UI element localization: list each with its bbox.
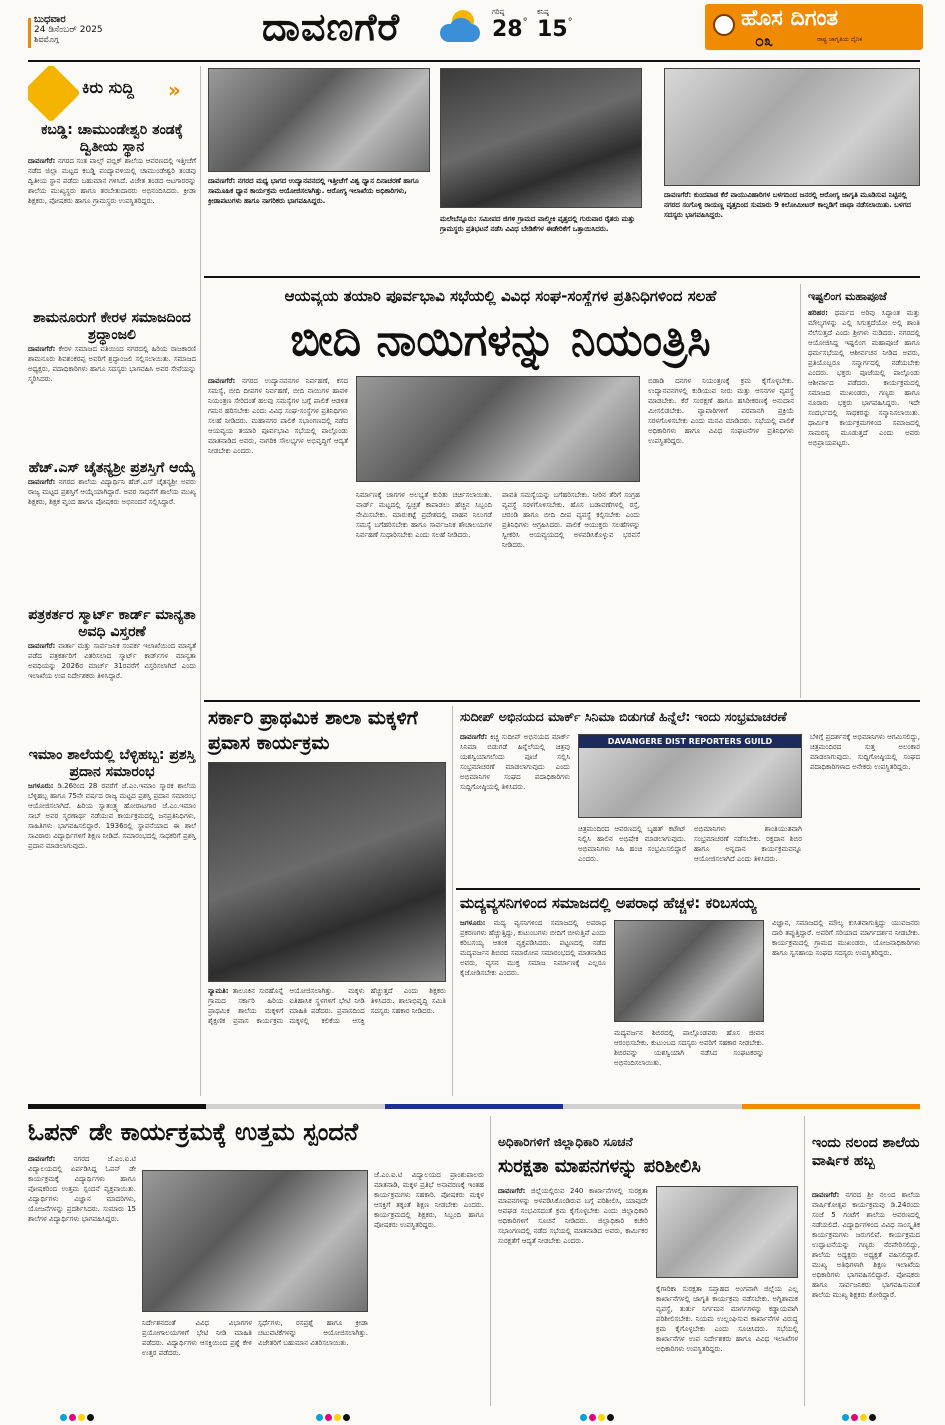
column-divider: [490, 1116, 491, 1406]
lead-kicker: ಆಯವ್ಯಯ ತಯಾರಿ ಪೂರ್ವಭಾವಿ ಸಭೆಯಲ್ಲಿ ವಿವಿಧ ಸಂಘ-ಸಂಸ್ಥೆಗಳ ಪ್ರತಿನಿಧಿಗಳಿಂದ ಸಲಹೆ: [284, 287, 717, 305]
open-day-col-4: ಜೆ.ಎಂ.ಐ.ಟಿ ವಿದ್ಯಾಲಯದ ಪ್ರಾಂಶುಪಾಲರು ಮಾತನಾಡಿ, ಮಕ್ಕಳ ಪ್ರತಿಭೆ ಅನಾವರಣಕ್ಕೆ ಇಂತಹ ಕಾರ್ಯಕ್ರಮಗಳು ಸಹಕಾರಿ. ಪೋಷಕರು ಮಕ್ಕಳ ಆಸಕ್ತಿಗೆ ತಕ್ಕಂತೆ ಶಿಕ್ಷಣ ನೀಡಬೇಕು ಎಂದರು. ಕಾರ್ಯಕ್ರಮದಲ್ಲಿ ಶಿಕ್ಷಕರು, ಸಿಬ್ಬಂದಿ ಹಾಗೂ ಪೋಷಕರು ಉಪಸ್ಥಿತರಿದ್ದರು.: [374, 1171, 484, 1229]
news-body: ವಾರ್ತಾ ಮತ್ತು ಸಾರ್ವಜನಿಕ ಸಂಪರ್ಕ ಇಲಾಖೆಯಿಂದ ಮಾನ್ಯತೆ ಪಡೆದ ಪತ್ರಕರ್ತರಿಗೆ ವಿತರಿಸಲಾದ ಸ್ಮಾರ್ಟ್ ಕಾರ್ಡ್‌ಗಳ ಮಾನ್ಯತಾ ಅವಧಿಯನ್ನು 2026ರ ಮಾರ್ಚ್ 31ರವರೆಗೆ ವಿಸ್ತರಿಸಲಾಗಿದೆ ಎಂದು ಇಲಾಖೆಯ ಉಪ ನಿರ್ದೇಶಕರು ತಿಳಿಸಿದ್ದಾರೆ.: [28, 642, 196, 680]
sudeep-col-3: ಅಭಿಮಾನಿಗಳು ಶಾಂತಿಯುತವಾಗಿ ಸಂಭ್ರಮಾಚರಣೆ ನಡೆಸಬೇಕು. ರಕ್ತದಾನ ಶಿಬಿರ ಹಾಗೂ ಅನ್ನದಾನ ಕಾರ್ಯಕ್ರಮವನ್ನೂ ಆಯೋಜಿಸಲಾಗಿದೆ ಎಂದು ತಿಳಿಸಿದರು.: [694, 825, 802, 863]
dateline: ದಾವಣಗೆರೆ:: [208, 177, 236, 185]
dot-cyan: [842, 1414, 849, 1421]
deg-symbol: °: [522, 17, 528, 28]
max-temp-value: 28: [492, 17, 523, 42]
crime-col-3: ವಿಜ್ಞಾನ, ಸಮಾಜದಲ್ಲಿ ಮೌಲ್ಯ ಕುಸಿತವಾಗುತ್ತಿದ್ದು ಯುವಜನರು ದಾರಿ ತಪ್ಪುತ್ತಿದ್ದಾರೆ. ಅವರಿಗೆ ಸರಿಯಾದ ಮಾರ್ಗದರ್ಶನ ನೀಡಬೇಕು. ಕಾರ್ಯಕ್ರಮದಲ್ಲಿ ಗ್ರಾಮದ ಮುಖಂಡರು, ಯೋಜನಾಧಿಕಾರಿಗಳು ಹಾಗೂ ಸ್ವಸಹಾಯ ಸಂಘದ ಸದಸ್ಯರು ಉಪಸ್ಥಿತರಿದ್ದರು.: [772, 919, 920, 957]
annual-body: ದಾವಣಗೆರೆ: ನಗರದ ಶ್ರೀ ನಲಂದ ಶಾಲೆಯ ವಾರ್ಷಿಕೋತ್ಸವ ಕಾರ್ಯಕ್ರಮವು ಡಿ.24ರಂದು ಸಂಜೆ 5 ಗಂಟೆಗೆ ಶಾಲೆಯ ಆವರಣದಲ್ಲಿ ನಡೆಯಲಿದೆ. ವಿದ್ಯಾರ್ಥಿಗಳಿಂದ ವಿವಿಧ ಸಾಂಸ್ಕೃತಿಕ ಕಾರ್ಯಕ್ರಮಗಳು ಜರುಗಲಿವೆ. ಕಾರ್ಯಕ್ರಮದ ಉದ್ಘಾಟನೆಯನ್ನು ಗಣ್ಯರು ನೆರವೇರಿಸಲಿದ್ದು, ಶಾಲೆಯ ಅಧ್ಯಕ್ಷರು ಅಧ್ಯಕ್ಷತೆ ವಹಿಸಲಿದ್ದಾರೆ. ಮುಖ್ಯ ಅತಿಥಿಗಳಾಗಿ ಶಿಕ್ಷಣ ಇಲಾಖೆಯ ಅಧಿಕಾರಿಗಳು ಭಾಗವಹಿಸಲಿದ್ದಾರೆ. ಪೋಷಕರು ಹಾಗೂ ಸಾರ್ವಜನಿಕರು ಭಾಗವಹಿಸುವಂತೆ ಶಾಲೆಯ ಮುಖ್ಯ ಶಿಕ್ಷಕರು ಕೋರಿದ್ದಾರೆ.: [812, 1191, 920, 1299]
dateline: ದಾವಣಗೆರೆ:: [664, 191, 692, 199]
registration-marks: [316, 1406, 376, 1414]
dot-black: [87, 1414, 94, 1421]
temp-min: [537, 8, 577, 42]
registration-marks: [60, 1406, 120, 1414]
dot-yellow: [860, 1414, 867, 1421]
school-trip-body: ನ್ಯಾಮತಿ: ತಾಲೂಕಿನ ಸುರಹೊನ್ನೆ ಗ್ರಾಮದ ಸರ್ಕಾರಿ ಹಿರಿಯ ಪ್ರಾಥಮಿಕ ಶಾಲೆಯ ಮಕ್ಕಳಿಗೆ ಶೈಕ್ಷಣಿಕ ಪ್ರವಾಸ ಕಾರ್ಯಕ್ರಮ ಆಯೋಜಿಸಲಾಗಿತ್ತು. ಮಕ್ಕಳು ಐತಿಹಾಸಿಕ ಸ್ಥಳಗಳಿಗೆ ಭೇಟಿ ನೀಡಿ ಮಾಹಿತಿ ಪಡೆದರು. ಪ್ರವಾಸದಿಂದ ಮಕ್ಕಳಲ್ಲಿ ಕಲಿಕೆಯ ಆಸಕ್ತಿ ಹೆಚ್ಚುತ್ತದೆ ಎಂದು ಶಿಕ್ಷಕರು ತಿಳಿಸಿದರು. ಶಾಲಾಭಿವೃದ್ಧಿ ಸಮಿತಿ ಸದಸ್ಯರು ಸಹಕಾರ ನೀಡಿದರು.: [208, 987, 446, 1025]
photo-protest: [440, 68, 642, 208]
dateline: ದಾವಣಗೆರೆ:: [28, 642, 56, 650]
weather-icon: [438, 8, 488, 48]
dateline: ಹರಿಹರ:: [808, 309, 828, 317]
press-banner: DAVANGERE DIST REPORTERS GUILD: [579, 735, 801, 748]
sudeep-col-1: ದಾವಣಗೆರೆ: ಕಿಚ್ಚ ಸುದೀಪ್ ಅಭಿನಯದ ಮಾರ್ಕ್ ಸಿನಿಮಾ ಬಿಡುಗಡೆ ಹಿನ್ನೆಲೆಯಲ್ಲಿ ಚಿತ್ರವು ಯಶಸ್ವಿಯಾಗಲೆಂದು ಪೂಜೆ ಸಲ್ಲಿಸಿ ಸಂಭ್ರಮಾಚರಣೆ ಮಾಡಲಾಗುವುದು ಎಂದು ಅಭಿಮಾನಿಗಳ ಸಂಘದ ಪದಾಧಿಕಾರಿಗಳು ಸುದ್ದಿಗೋಷ್ಠಿಯಲ್ಲಿ ತಿಳಿಸಿದರು.: [460, 733, 570, 791]
ishtalinga-body: ಹರಿಹರ: ಧರ್ಮದ ಅರಿವು ಸಿದ್ಧಾಂತ ಮತ್ತು ಮೌಲ್ಯಗಳನ್ನು ಎಲ್ಲಿ ಸಿಗುತ್ತದೆಯೋ ಅಲ್ಲಿ ಶಾಂತಿ ನೆಲೆಸುತ್ತದೆ ಎಂದು ಶ್ರೀಗಳು ನುಡಿದರು. ನಗರದಲ್ಲಿ ಆಯೋಜಿಸಿದ್ದ ಇಷ್ಟಲಿಂಗ ಮಹಾಪೂಜೆ ಹಾಗೂ ಧರ್ಮಸಭೆಯಲ್ಲಿ ಆಶೀರ್ವಚನ ನೀಡಿದ ಅವರು, ಪ್ರತಿಯೊಬ್ಬರೂ ಸನ್ಮಾರ್ಗದಲ್ಲಿ ನಡೆಯಬೇಕು ಎಂದರು. ಭಕ್ತರು ಪೂಜೆಯಲ್ಲಿ ಪಾಲ್ಗೊಂಡು ಆಶೀರ್ವಾದ ಪಡೆದರು. ಕಾರ್ಯಕ್ರಮದಲ್ಲಿ ಸಮಾಜದ ಮುಖಂಡರು, ಗಣ್ಯರು ಹಾಗೂ ನೂರಾರು ಭಕ್ತರು ಭಾಗವಹಿಸಿದ್ದರು. ಇದೇ ಸಂದರ್ಭದಲ್ಲಿ ಸಾಧಕರನ್ನು ಸನ್ಮಾನಿಸಲಾಯಿತು. ಧಾರ್ಮಿಕ ಕಾರ್ಯಕ್ರಮಗಳಿಂದ ಸಮಾಜದಲ್ಲಿ ಸಾಮರಸ್ಯ ಮೂಡುತ್ತದೆ ಎಂದು ಅವರು ಅಭಿಪ್ರಾಯಪಟ್ಟರು.: [808, 309, 920, 447]
photo-meditation: [208, 68, 430, 172]
news-title: ಪತ್ರಕರ್ತರ ಸ್ಮಾರ್ಟ್ ಕಾರ್ಡ್ ಮಾನ್ಯತಾ ಅವಧಿ ವಿಸ್ತರಣೆ: [28, 607, 196, 640]
dateline: ದಾವಣಗೆರೆ:: [498, 1187, 526, 1195]
temp-max: [492, 8, 532, 42]
safety-col-2: ಕೈಗಾರಿಕಾ ಸುರಕ್ಷತಾ ಸಪ್ತಾಹದ ಅಂಗವಾಗಿ ಜಿಲ್ಲೆಯ ಎಲ್ಲ ಕಾರ್ಖಾನೆಗಳಲ್ಲಿ ಜಾಗೃತಿ ಕಾರ್ಯಕ್ರಮ ನಡೆಸಬೇಕು. ಅಗ್ನಿಶಾಮಕ ವ್ಯವಸ್ಥೆ, ತುರ್ತು ನಿರ್ಗಮನ ಮಾರ್ಗಗಳನ್ನು ಕಡ್ಡಾಯವಾಗಿ ಪರಿಶೀಲಿಸಬೇಕು. ನಿಯಮ ಉಲ್ಲಂಘಿಸುವ ಕಾರ್ಖಾನೆಗಳ ವಿರುದ್ಧ ಕ್ರಮ ಕೈಗೊಳ್ಳಬೇಕು ಎಂದು ಸೂಚಿಸಿದರು. ಸಭೆಯಲ್ಲಿ ಕಾರ್ಖಾನೆಗಳ ಉಪ ನಿರ್ದೇಶಕರು ಹಾಗೂ ವಿವಿಧ ಇಲಾಖೆಗಳ ಅಧಿಕಾರಿಗಳು ಉಪಸ್ಥಿತರಿದ್ದರು.: [656, 1285, 798, 1353]
lead-col-4: ಬಿಡಾಡಿ ದನಗಳ ನಿಯಂತ್ರಣಕ್ಕೆ ಕ್ರಮ ಕೈಗೊಳ್ಳಬೇಕು. ಉದ್ಯಾನವನಗಳಲ್ಲಿ ಕುಡಿಯುವ ನೀರು ಮತ್ತು ಆಸನಗಳ ವ್ಯವಸ್ಥೆ ಮಾಡಬೇಕು. ಕೆರೆ ಸಂರಕ್ಷಣೆ ಹಾಗೂ ಹಸಿರೀಕರಣಕ್ಕೆ ಅನುದಾನ ಮೀಸಲಿಡಬೇಕು. ವ್ಯಾಪಾರಿಗಳಿಗೆ ಪರವಾನಗಿ ಪ್ರಕ್ರಿಯೆ ಸರಳಗೊಳಿಸಬೇಕು ಎಂದು ಮನವಿ ಮಾಡಿದರು. ಸಭೆಯಲ್ಲಿ ಪಾಲಿಕೆ ಅಧಿಕಾರಿಗಳು ಹಾಗೂ ವಿವಿಧ ಸಂಘಟನೆಗಳ ಪ್ರತಿನಿಧಿಗಳು ಉಪಸ್ಥಿತರಿದ್ದರು.: [648, 377, 794, 445]
kirusuddi-column: [28, 66, 196, 1096]
deg-symbol: °: [567, 17, 573, 28]
news-title: ಶಾಮನೂರುಗೆ ಕೇರಳ ಸಮಾಜದಿಂದ ಶ್ರದ್ಧಾಂಜಲಿ: [33, 310, 191, 343]
dot-magenta: [589, 1414, 596, 1421]
brand-emblem-icon: [713, 14, 735, 36]
kirusuddi-item: [28, 310, 196, 454]
masthead: [0, 0, 945, 58]
section-rule: [204, 276, 920, 278]
dot-yellow: [334, 1414, 341, 1421]
crime-col-1: ಜಗಳೂರು: ಮದ್ಯ ವ್ಯಸನಿಗಳಿಂದ ಸಮಾಜದಲ್ಲಿ ಅಪರಾಧ ಪ್ರಕರಣಗಳು ಹೆಚ್ಚುತ್ತಿದ್ದು, ಕುಟುಂಬಗಳು ಬೀದಿಗೆ ಬೀಳುತ್ತಿವೆ ಎಂದು ಕರಿಬಸಯ್ಯ ಆತಂಕ ವ್ಯಕ್ತಪಡಿಸಿದರು. ಪಟ್ಟಣದಲ್ಲಿ ನಡೆದ ಮದ್ಯವರ್ಜನ ಶಿಬಿರದ ಸಮಾರೋಪ ಸಮಾರಂಭದಲ್ಲಿ ಮಾತನಾಡಿದ ಅವರು, ವ್ಯಸನ ಮುಕ್ತ ಸಮಾಜ ನಿರ್ಮಾಣಕ್ಕೆ ಎಲ್ಲರೂ ಕೈಜೋಡಿಸಬೇಕು ಎಂದರು.: [460, 919, 606, 977]
dateline: ಜಗಳೂರು:: [460, 919, 486, 927]
lead-col-2: ನಿರ್ಮಾಣಕ್ಕೆ ಜಾಗಗಳ ಅಲಭ್ಯತೆ ಕುರಿತು ಚರ್ಚಿಸಲಾಯಿತು. ವಾರ್ಡ್ ಮಟ್ಟದಲ್ಲಿ ಸ್ವಚ್ಛತೆ ಕಾಪಾಡಲು ಹೆಚ್ಚಿನ ಸಿಬ್ಬಂದಿ ನೇಮಿಸಬೇಕು. ಮಾರುಕಟ್ಟೆ ಪ್ರದೇಶದಲ್ಲಿ ವಾಹನ ನಿಲುಗಡೆ ಸಮಸ್ಯೆ ಬಗೆಹರಿಸಬೇಕು ಹಾಗೂ ಸಾರ್ವಜನಿಕ ಶೌಚಾಲಯಗಳ ನಿರ್ವಹಣೆ ಸುಧಾರಿಸಬೇಕು ಎಂದು ಸಲಹೆ ನೀಡಿದರು.: [356, 491, 492, 539]
kirusuddi-item: [28, 607, 196, 741]
photo-press-meet: [578, 734, 802, 818]
section-rule: [456, 888, 920, 890]
page-number: ೦೩: [755, 31, 773, 50]
news-title: ಕಬಡ್ಡಿ: ಚಾಮುಂಡೇಶ್ವರಿ ತಂಡಕ್ಕೆ ದ್ವಿತೀಯ ಸ್ಥಾನ: [41, 122, 183, 155]
date-label: 24 ಡಿಸೆಂಬರ್ 2025: [34, 25, 103, 35]
lead-col-1: ದಾವಣಗೆರೆ: ನಗರದ ಉದ್ಯಾನವನಗಳ ನಿರ್ವಹಣೆ, ಕಸದ ಸಮಸ್ಯೆ, ಬೀದಿ ದೀಪಗಳ ನಿರ್ವಹಣೆ, ಬೀದಿ ನಾಯಿಗಳ ಹಾವಳಿ ನಿಯಂತ್ರಣ ಸೇರಿದಂತೆ ಹಲವು ಸಮಸ್ಯೆಗಳ ಬಗ್ಗೆ ಪಾಲಿಕೆ ಆಡಳಿತ ಗಮನ ಹರಿಸಬೇಕು ಎಂದು ವಿವಿಧ ಸಂಘ-ಸಂಸ್ಥೆಗಳ ಪ್ರತಿನಿಧಿಗಳು ಸಲಹೆ ನೀಡಿದರು. ಮಹಾನಗರ ಪಾಲಿಕೆ ಸಭಾಂಗಣದಲ್ಲಿ ನಡೆದ ಆಯವ್ಯಯ ತಯಾರಿ ಪೂರ್ವಭಾವಿ ಸಭೆಯಲ್ಲಿ ಪಾಲ್ಗೊಂಡು ಮಾತನಾಡಿದ ಅವರು, ನಾಗರಿಕ ಸೌಲಭ್ಯಗಳ ಅಭಿವೃದ್ಧಿಗೆ ಆದ್ಯತೆ ನೀಡಬೇಕು ಎಂದರು.: [208, 377, 348, 455]
kirusuddi-item: [28, 460, 196, 601]
dateline: ದಾವಣಗೆರೆ:: [460, 733, 488, 741]
dot-black: [343, 1414, 350, 1421]
kirusuddi-label: ಕಿರು ಸುದ್ದಿ: [82, 78, 134, 97]
safety-headline: ಸುರಕ್ಷತಾ ಮಾಪನಗಳನ್ನು ಪರಿಶೀಲಿಸಿ: [498, 1156, 701, 1177]
dateline: ಮಲೇಬೆನ್ನೂರು:: [440, 215, 477, 223]
safety-col-1: ದಾವಣಗೆರೆ: ಜಿಲ್ಲೆಯಲ್ಲಿರುವ 240 ಕಾರ್ಖಾನೆಗಳಲ್ಲಿ ಸುರಕ್ಷತಾ ಮಾಪನಗಳನ್ನು ಅಳವಡಿಸಿಕೊಂಡಿರುವ ಬಗ್ಗೆ ಪರಿಶೀಲಿಸಿ, ಯಾವುದೇ ಅವಘಡ ಸಂಭವಿಸದಂತೆ ಕ್ರಮ ಕೈಗೊಳ್ಳಬೇಕು ಎಂದು ಜಿಲ್ಲಾಧಿಕಾರಿ ಅಧಿಕಾರಿಗಳಿಗೆ ಸೂಚನೆ ನೀಡಿದರು. ಜಿಲ್ಲಾಧಿಕಾರಿ ಕಚೇರಿ ಸಭಾಂಗಣದಲ್ಲಿ ನಡೆದ ಸಭೆಯಲ್ಲಿ ಮಾತನಾಡಿದ ಅವರು, ಕಾರ್ಮಿಕರ ಸುರಕ್ಷತೆಗೆ ಆದ್ಯತೆ ನೀಡಬೇಕು ಎಂದರು.: [498, 1187, 648, 1245]
column-divider: [804, 1116, 805, 1406]
lead-photo-meeting: [356, 376, 640, 482]
sudeep-col-4: ಬೆಳಿಗ್ಗೆ ಪ್ರದರ್ಶನಕ್ಕೆ ಅಭಿಮಾನಿಗಳು ಆಗಮಿಸಲಿದ್ದು, ಚಿತ್ರಮಂದಿರದ ಸುತ್ತ ಅಲಂಕಾರ ಮಾಡಲಾಗುವುದು. ಸುದ್ದಿಗೋಷ್ಠಿಯಲ್ಲಿ ಸಂಘದ ಪದಾಧಿಕಾರಿಗಳಾದ ಅನೇಕರು ಉಪಸ್ಥಿತರಿದ್ದರು.: [810, 733, 920, 771]
dateline: ದಾವಣಗೆರೆ:: [812, 1191, 840, 1199]
news-body: ಕೇರಳ ಸಮಾಜದ ವತಿಯಿಂದ ನಗರದಲ್ಲಿ ಹಿರಿಯ ರಾಜಕಾರಣಿ ಶಾಮನೂರು ಶಿವಶಂಕರಪ್ಪ ಅವರಿಗೆ ಶ್ರದ್ಧಾಂಜಲಿ ಸಲ್ಲಿಸಲಾಯಿತು. ಸಮಾಜದ ಅಧ್ಯಕ್ಷರು, ಪದಾಧಿಕಾರಿಗಳು ಹಾಗೂ ಸದಸ್ಯರು ಭಾಗವಹಿಸಿ ಅವರ ಸೇವೆಯನ್ನು ಸ್ಮರಿಸಿದರು.: [28, 345, 196, 383]
annual-headline: ಇಂದು ನಲಂದ ಶಾಲೆಯ ವಾರ್ಷಿಕ ಹಬ್ಬ: [812, 1135, 920, 1169]
photo-caption: ದಾವಣಗೆರೆ: ಕುಂದವಾಡ ಕೆರೆ ವಾಯುವಿಹಾರಿಗಳ ಬಳಗದಿಂದ ಜನರಲ್ಲಿ ಆರೋಗ್ಯ ಜಾಗೃತಿ ಮೂಡಿಸುವ ನಿಟ್ಟಿನಲ್ಲಿ ನಗರದ ಸಂಗೊಳ್ಳಿ ರಾಯಣ್ಣ ವೃತ್ತದಿಂದ ಸುಮಾರು 9 ಕಿಲೋಮೀಟರ್ ಕಾಲ್ನಡಿಗೆ ಜಾಥಾ ನಡೆಸಲಾಯಿತು. ಬಳಗದ ಸದಸ್ಯರು ಭಾಗವಹಿಸಿದ್ದರು.: [664, 191, 912, 219]
column-divider: [200, 66, 201, 1096]
dateline: ದಾವಣಗೆರೆ:: [28, 345, 56, 353]
kirusuddi-item: [28, 122, 196, 304]
hand-icon: [28, 66, 81, 123]
ishtalinga-title: ಇಷ್ಟಲಿಂಗ ಮಹಾಪೂಜೆ: [808, 290, 887, 303]
kirusuddi-item: [28, 747, 196, 1051]
crime-col-2: ಮದ್ಯವರ್ಜನ ಶಿಬಿರದಲ್ಲಿ ಪಾಲ್ಗೊಂಡವರು ಹೊಸ ಜೀವನ ಆರಂಭಿಸಬೇಕು. ಕುಟುಂಬದ ಸದಸ್ಯರು ಅವರಿಗೆ ಸಹಕಾರ ನೀಡಬೇಕು. ಶಿಬಿರವನ್ನು ಯಶಸ್ವಿಯಾಗಿ ನಡೆಸಿದ ಸಂಘಟಕರನ್ನು ಅಭಿನಂದಿಸಲಾಯಿತು.: [614, 1029, 764, 1067]
safety-kicker: ಅಧಿಕಾರಿಗಳಿಗೆ ಜಿಲ್ಲಾಧಿಕಾರಿ ಸೂಚನೆ: [498, 1135, 633, 1149]
sudeep-col-2: ಚಿತ್ರಮಂದಿರದ ಆವರಣದಲ್ಲಿ ಬೃಹತ್ ಕಟೌಟ್ ನಿಲ್ಲಿಸಿ ಹಾಲಿನ ಅಭಿಷೇಕ ಮಾಡಲಾಗುವುದು. ಅಭಿಮಾನಿಗಳು ಸಿಹಿ ಹಂಚಿ ಸಂಭ್ರಮಿಸಲಿದ್ದಾರೆ ಎಂದರು.: [578, 825, 686, 863]
chevron-right-icon: »: [168, 78, 181, 102]
kirusuddi-header: [28, 66, 196, 118]
dateline: ದಾವಣಗೆರೆ:: [28, 157, 56, 165]
section-rule: [204, 700, 920, 702]
crime-headline: ಮದ್ಯವ್ಯಸನಿಗಳಿಂದ ಸಮಾಜದಲ್ಲಿ ಅಪರಾಧ ಹೆಚ್ಚಳ: ಕರಿಬಸಯ್ಯ: [460, 894, 757, 912]
dot-cyan: [60, 1414, 67, 1421]
min-temp-label: ಕನಿಷ್ಠ: [537, 8, 549, 16]
dateline: ದಾವಣಗೆರೆ:: [28, 1155, 56, 1163]
dateline: ಜಗಳೂರು:: [28, 782, 54, 790]
min-temp-value: 15: [537, 17, 568, 42]
day-label: ಬುಧವಾರ: [34, 14, 66, 25]
news-title: ಹೆಚ್.ಎಸ್ ಚೈತನ್ಯಶ್ರೀ ಪ್ರಶಸ್ತಿಗೆ ಆಯ್ಕೆ: [28, 460, 196, 476]
photo-school-trip: [208, 762, 446, 982]
dot-magenta: [851, 1414, 858, 1421]
lead-col-3: ಪಾವತಿ ಸಮಸ್ಯೆಯನ್ನು ಬಗೆಹರಿಸಬೇಕು. ನೀರಿನ ತೆರಿಗೆ ಸಂಗ್ರಹ ವ್ಯವಸ್ಥೆ ಸರಳಗೊಳಿಸಬೇಕು. ಹೊಸ ಬಡಾವಣೆಗಳಲ್ಲಿ ರಸ್ತೆ, ಚರಂಡಿ ಹಾಗೂ ಬೀದಿ ದೀಪ ವ್ಯವಸ್ಥೆ ಕಲ್ಪಿಸಬೇಕು ಎಂದು ಪ್ರತಿನಿಧಿಗಳು ಆಗ್ರಹಿಸಿದರು. ಪಾಲಿಕೆ ಆಯುಕ್ತರು ಸಲಹೆಗಳನ್ನು ಸ್ವೀಕರಿಸಿ ಆಯವ್ಯಯದಲ್ಲಿ ಅಳವಡಿಸಿಕೊಳ್ಳುವ ಭರವಸೆ ನೀಡಿದರು.: [502, 491, 640, 549]
column-divider: [800, 284, 801, 698]
brand-tagline: ರಾಷ್ಟ್ರ ಜಾಗೃತಿಯ ದೈನಿಕ: [817, 36, 863, 43]
dateline: ನ್ಯಾಮತಿ:: [208, 987, 229, 995]
news-body: ನಗರದ ಸಂತ ಪಾಲ್ಸ್ ಪಬ್ಲಿಕ್ ಶಾಲೆಯ ಆವರಣದಲ್ಲಿ ಇತ್ತೀಚೆಗೆ ನಡೆದ ಜಿಲ್ಲಾ ಮಟ್ಟದ ಕಬಡ್ಡಿ ಪಂದ್ಯಾವಳಿಯಲ್ಲಿ ಚಾಮುಂಡೇಶ್ವರಿ ತಂಡವು ದ್ವಿತೀಯ ಸ್ಥಾನ ಪಡೆದು ಬಹುಮಾನ ಗಳಿಸಿದೆ. ವಿಜೇತ ತಂಡದ ಆಟಗಾರರನ್ನು ಶಾಲೆಯ ಮುಖ್ಯಸ್ಥರು ಹಾಗೂ ತರಬೇತುದಾರರು ಅಭಿನಂದಿಸಿದರು. ಕ್ರೀಡಾ ಶಿಕ್ಷಕರು, ಪೋಷಕರು ಹಾಗೂ ಗ್ರಾಮಸ್ಥರು ಉಪಸ್ಥಿತರಿದ್ದರು.: [28, 157, 196, 205]
brand-name: ಹೊಸ ದಿಗಂತ: [741, 6, 839, 31]
open-day-col-2: ನಿರ್ದೇಶನದಂತೆ ವಿವಿಧ ವಿಭಾಗಗಳ ಪ್ರಯೋಗಾಲಯಗಳಿಗೆ ಭೇಟಿ ನೀಡಿ ಮಾಹಿತಿ ಪಡೆದರು. ವಿದ್ಯಾರ್ಥಿಗಳು ಆಸಕ್ತಿಯಿಂದ ಪ್ರಶ್ನೆ ಕೇಳಿ ಉತ್ತರ ಪಡೆದರು.: [142, 1319, 252, 1357]
photo-safety-meeting: [656, 1186, 798, 1278]
lead-headline: ಬೀದಿ ನಾಯಿಗಳನ್ನು ನಿಯಂತ್ರಿಸಿ: [290, 315, 711, 366]
photo-caption: ದಾವಣಗೆರೆ: ನಗರದ ಮಧ್ಯ ಭಾಗದ ಉದ್ಯಾನವನದಲ್ಲಿ ಇತ್ತೀಚೆಗೆ ವಿಶ್ವ ಧ್ಯಾನ ದಿನಾಚರಣೆ ಹಾಗೂ ಸಾಮೂಹಿಕ ಧ್ಯಾನ ಕಾರ್ಯಕ್ರಮ ಆಯೋಜಿಸಲಾಗಿತ್ತು. ಆರೋಗ್ಯ ಇಲಾಖೆಯ ಅಧಿಕಾರಿಗಳು, ಕ್ರೀಡಾಪಟುಗಳು ಹಾಗೂ ನಾಗರಿಕರು ಭಾಗವಹಿಸಿದ್ದರು.: [208, 177, 419, 205]
registration-marks: [580, 1406, 640, 1414]
brand-logo: [705, 4, 923, 50]
school-trip-headline: ಸರ್ಕಾರಿ ಪ್ರಾಥಮಿಕ ಶಾಲಾ ಮಕ್ಕಳಿಗೆ ಪ್ರವಾಸ ಕಾರ್ಯಕ್ರಮ: [208, 707, 418, 754]
open-day-headline: ಓಪನ್ ಡೇ ಕಾರ್ಯಕ್ರಮಕ್ಕೆ ಉತ್ತಮ ಸ್ಪಂದನೆ: [28, 1118, 359, 1146]
news-title: ಇಮಾಂ ಶಾಲೆಯಲ್ಲಿ ಬೆಳ್ಳಿಹಬ್ಬ: ಪ್ರಶಸ್ತಿ ಪ್ರದಾನ ಸಮಾರಂಭ: [28, 747, 196, 780]
masthead-rule: [28, 60, 920, 62]
left-accent-bar: [28, 18, 31, 48]
sudeep-headline: ಸುದೀಪ್ ಅಭಿನಯದ ಮಾರ್ಕ್ ಸಿನಿಮಾ ಬಿಡುಗಡೆ ಹಿನ್ನೆಲೆ: ಇಂದು ಸಂಭ್ರಮಾಚರಣೆ: [460, 709, 787, 724]
open-day-col-1: ದಾವಣಗೆರೆ: ನಗರದ ಜೆ.ಎಂ.ಐ.ಟಿ ವಿದ್ಯಾಲಯದಲ್ಲಿ ಏರ್ಪಡಿಸಿದ್ದ ಓಪನ್ ಡೇ ಕಾರ್ಯಕ್ರಮಕ್ಕೆ ವಿದ್ಯಾರ್ಥಿಗಳು ಹಾಗೂ ಪೋಷಕರಿಂದ ಉತ್ತಮ ಸ್ಪಂದನೆ ವ್ಯಕ್ತವಾಯಿತು. ವಿದ್ಯಾರ್ಥಿಗಳು ವಿಜ್ಞಾನ ಮಾದರಿಗಳು, ಯೋಜನೆಗಳನ್ನು ಪ್ರದರ್ಶಿಸಿದರು. ಸುಮಾರು 15 ಶಾಲೆಗಳ ವಿದ್ಯಾರ್ಥಿಗಳು ಭಾಗವಹಿಸಿದ್ದರು.: [28, 1155, 136, 1223]
dot-yellow: [598, 1414, 605, 1421]
registration-marks: [842, 1406, 902, 1414]
dot-cyan: [316, 1414, 323, 1421]
edition-title: ದಾವಣಗೆರೆ: [262, 5, 401, 49]
dateline: ದಾವಣಗೆರೆ:: [208, 377, 236, 385]
photo-caption: ಮಲೇಬೆನ್ನೂರು: ಸಮೀಪದ ಜಿಗಳಿ ಗ್ರಾಮದ ವಾಲ್ಮೀಕಿ ವೃತ್ತದಲ್ಲಿ ಗುರುವಾರ ರೈತರು ಮತ್ತು ಗ್ರಾಮಸ್ಥರು ಪ್ರತಿಭಟನೆ ನಡೆಸಿ ವಿವಿಧ ಬೇಡಿಕೆಗಳ ಈಡೇರಿಕೆಗೆ ಒತ್ತಾಯಿಸಿದರು.: [440, 215, 635, 233]
photo-open-day: [142, 1170, 368, 1312]
photo-deaddiction-camp: [614, 920, 764, 1022]
dot-black: [869, 1414, 876, 1421]
photo-walkathon: [664, 68, 920, 186]
dot-magenta: [325, 1414, 332, 1421]
open-day-col-3: ಸ್ಪರ್ಧೆಗಳು, ರಸಪ್ರಶ್ನೆ ಹಾಗೂ ಕ್ರೀಡಾ ಚಟುವಟಿಕೆಗಳನ್ನು ಆಯೋಜಿಸಲಾಗಿತ್ತು. ವಿಜೇತರಿಗೆ ಬಹುಮಾನ ವಿತರಿಸಲಾಯಿತು.: [258, 1319, 368, 1347]
news-body: ನಗರದ ಶಾಲೆಯ ವಿದ್ಯಾರ್ಥಿನಿ ಹೆಚ್.ಎಸ್ ಚೈತನ್ಯಶ್ರೀ ಅವರು ರಾಜ್ಯ ಮಟ್ಟದ ಪ್ರಶಸ್ತಿಗೆ ಆಯ್ಕೆಯಾಗಿದ್ದಾರೆ. ಅವರ ಸಾಧನೆಗೆ ಶಾಲೆಯ ಮುಖ್ಯ ಶಿಕ್ಷಕರು, ಶಿಕ್ಷಕ ವೃಂದ ಹಾಗೂ ಪೋಷಕರು ಅಭಿನಂದನೆ ಸಲ್ಲಿಸಿದ್ದಾರೆ.: [28, 478, 196, 506]
dot-yellow: [78, 1414, 85, 1421]
dot-cyan: [580, 1414, 587, 1421]
city-label: ಶಿವಮೊಗ್ಗ: [34, 35, 59, 44]
max-temp-label: ಗರಿಷ್ಠ: [492, 8, 505, 16]
news-body: ಡಿ.26ರಿಂದ 28 ರವರೆಗೆ ಜೆ.ಎಂ.ಇಮಾಂ ಸ್ಮಾರಕ ಶಾಲೆಯ ಬೆಳ್ಳಿಹಬ್ಬ ಹಾಗೂ 75ನೇ ವರ್ಷದ ರಾಜ್ಯ ಮಟ್ಟದ ಪ್ರಶಸ್ತಿ ಪ್ರದಾನ ಸಮಾರಂಭ ಆಯೋಜಿಸಲಾಗಿದೆ. ಹಿರಿಯ ಸ್ವಾತಂತ್ರ್ಯ ಹೋರಾಟಗಾರ ಜೆ.ಎಂ.ಇಮಾಂ ಸಾಬ್ ಅವರ ಸ್ಮರಣಾರ್ಥ ನಡೆಯುವ ಕಾರ್ಯಕ್ರಮದಲ್ಲಿ ಜನಪ್ರತಿನಿಧಿಗಳು, ಸಾಹಿತಿಗಳು ಭಾಗವಹಿಸಲಿದ್ದಾರೆ. 1936ರಲ್ಲಿ ಸ್ಥಾಪನೆಯಾದ ಈ ಶಾಲೆ ಸಾವಿರಾರು ವಿದ್ಯಾರ್ಥಿಗಳಿಗೆ ಶಿಕ್ಷಣ ನೀಡಿದೆ. ಸಮಾರಂಭದಲ್ಲಿ ಸಾಧಕರಿಗೆ ಪ್ರಶಸ್ತಿ ಪ್ರದಾನ ಮಾಡಲಾಗುವುದು.: [28, 782, 196, 850]
dot-black: [607, 1414, 614, 1421]
dateline: ದಾವಣಗೆರೆ:: [28, 478, 56, 486]
column-divider: [452, 706, 453, 1096]
dot-magenta: [69, 1414, 76, 1421]
color-bar: [28, 1104, 920, 1109]
date-block: [34, 14, 214, 45]
